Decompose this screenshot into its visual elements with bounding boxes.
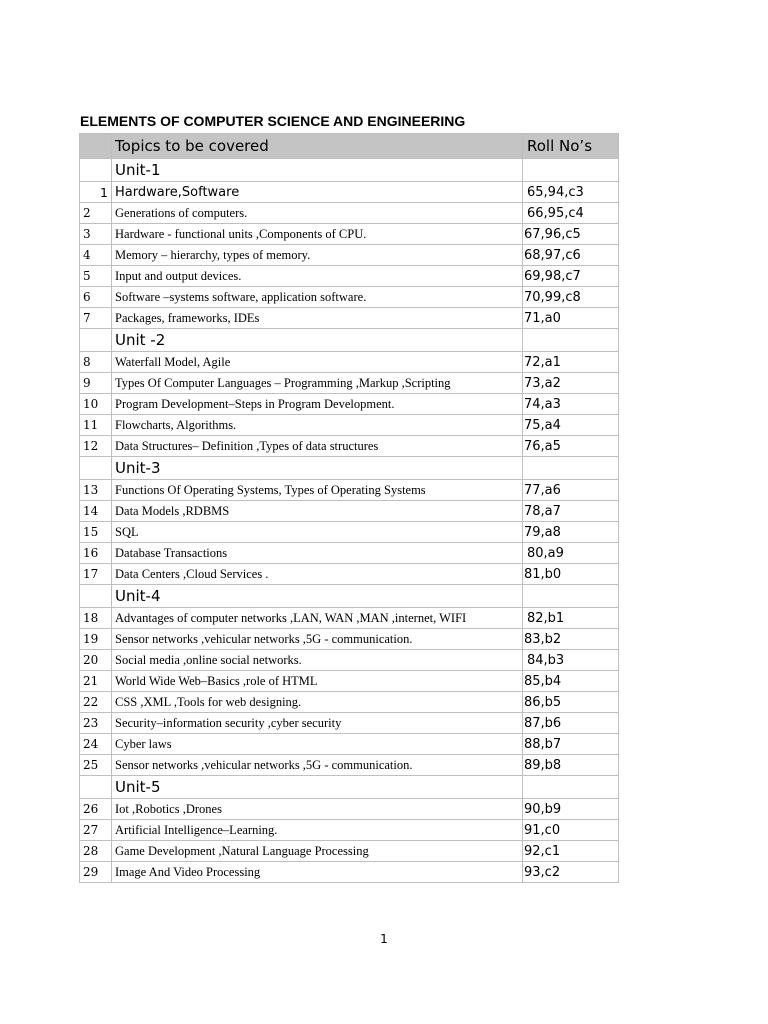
roll-numbers-cell: 92,c1: [523, 841, 619, 862]
unit-label: Unit -2: [112, 329, 523, 352]
table-row: [80, 501, 619, 522]
unit-roll-cell: [523, 457, 619, 480]
row-number: 11: [80, 415, 112, 436]
unit-row: [80, 457, 619, 480]
topic-cell: Game Development ,Natural Language Processing: [112, 841, 523, 862]
roll-numbers-cell: 78,a7: [523, 501, 619, 522]
row-number: 14: [80, 501, 112, 522]
unit-number-cell: [80, 585, 112, 608]
topic-cell: Sensor networks ,vehicular networks ,5G - communication.: [112, 629, 523, 650]
topic-cell: Advantages of computer networks ,LAN, WAN ,MAN ,internet, WIFI: [112, 608, 523, 629]
topic-cell: Waterfall Model, Agile: [112, 352, 523, 373]
row-number: 3: [80, 224, 112, 245]
row-number: 22: [80, 692, 112, 713]
table-row: [80, 394, 619, 415]
row-number: 13: [80, 480, 112, 501]
unit-row: [80, 159, 619, 182]
row-number: 2: [80, 203, 112, 224]
table-row: [80, 522, 619, 543]
topic-cell: Artificial Intelligence–Learning.: [112, 820, 523, 841]
table-row: [80, 245, 619, 266]
row-number: 5: [80, 266, 112, 287]
topic-cell: Generations of computers.: [112, 203, 523, 224]
topic-cell: Sensor networks ,vehicular networks ,5G - communication.: [112, 755, 523, 776]
topic-cell: Memory – hierarchy, types of memory.: [112, 245, 523, 266]
roll-numbers-cell: 75,a4: [523, 415, 619, 436]
row-number: 26: [80, 799, 112, 820]
table-row: [80, 436, 619, 457]
roll-numbers-cell: 72,a1: [523, 352, 619, 373]
unit-label: Unit-1: [112, 159, 523, 182]
topic-cell: Software –systems software, application software.: [112, 287, 523, 308]
roll-numbers-cell: 80,a9: [523, 543, 619, 564]
roll-numbers-cell: 93,c2: [523, 862, 619, 883]
row-number: 24: [80, 734, 112, 755]
roll-numbers-cell: 69,98,c7: [523, 266, 619, 287]
table-row: [80, 203, 619, 224]
row-number: 9: [80, 373, 112, 394]
topic-cell: Cyber laws: [112, 734, 523, 755]
row-number: 10: [80, 394, 112, 415]
roll-numbers-cell: 74,a3: [523, 394, 619, 415]
table-row: [80, 841, 619, 862]
topic-cell: Data Structures– Definition ,Types of data structures: [112, 436, 523, 457]
topic-cell: Hardware - functional units ,Components of CPU.: [112, 224, 523, 245]
topic-cell: World Wide Web–Basics ,role of HTML: [112, 671, 523, 692]
roll-numbers-cell: 91,c0: [523, 820, 619, 841]
row-number: 6: [80, 287, 112, 308]
row-number: 29: [80, 862, 112, 883]
table-row: [80, 308, 619, 329]
unit-roll-cell: [523, 585, 619, 608]
roll-numbers-cell: 89,b8: [523, 755, 619, 776]
roll-numbers-cell: 84,b3: [523, 650, 619, 671]
row-number: 16: [80, 543, 112, 564]
topic-cell: Packages, frameworks, IDEs: [112, 308, 523, 329]
table-row: [80, 182, 619, 203]
row-number: 17: [80, 564, 112, 585]
row-number: 19: [80, 629, 112, 650]
unit-number-cell: [80, 159, 112, 182]
page-number: 1: [380, 932, 388, 946]
roll-numbers-cell: 90,b9: [523, 799, 619, 820]
topic-cell: Social media ,online social networks.: [112, 650, 523, 671]
row-number: 20: [80, 650, 112, 671]
roll-numbers-cell: 83,b2: [523, 629, 619, 650]
unit-number-cell: [80, 776, 112, 799]
table-row: [80, 415, 619, 436]
row-number: 21: [80, 671, 112, 692]
topic-cell: Security–information security ,cyber security: [112, 713, 523, 734]
topic-cell: Data Models ,RDBMS: [112, 501, 523, 522]
unit-label: Unit-4: [112, 585, 523, 608]
table-row: [80, 713, 619, 734]
roll-numbers-cell: 67,96,c5: [523, 224, 619, 245]
table-row: [80, 480, 619, 501]
topic-cell: SQL: [112, 522, 523, 543]
unit-label: Unit-5: [112, 776, 523, 799]
table-row: [80, 373, 619, 394]
table-row: [80, 820, 619, 841]
roll-numbers-cell: 68,97,c6: [523, 245, 619, 266]
table-row: [80, 629, 619, 650]
roll-numbers-cell: 85,b4: [523, 671, 619, 692]
topic-cell: Types Of Computer Languages – Programming ,Markup ,Scripting: [112, 373, 523, 394]
document-title: ELEMENTS OF COMPUTER SCIENCE AND ENGINEERING: [80, 113, 466, 129]
table-row: [80, 543, 619, 564]
row-number: 25: [80, 755, 112, 776]
row-number: 7: [80, 308, 112, 329]
unit-number-cell: [80, 457, 112, 480]
unit-label: Unit-3: [112, 457, 523, 480]
roll-numbers-cell: 76,a5: [523, 436, 619, 457]
roll-numbers-cell: 86,b5: [523, 692, 619, 713]
unit-row: [80, 776, 619, 799]
table-row: [80, 755, 619, 776]
row-number: 8: [80, 352, 112, 373]
unit-roll-cell: [523, 776, 619, 799]
row-number: 18: [80, 608, 112, 629]
topic-cell: Hardware,Software: [112, 182, 523, 203]
table-row: [80, 862, 619, 883]
topic-cell: Image And Video Processing: [112, 862, 523, 883]
table-row: [80, 608, 619, 629]
row-number: 27: [80, 820, 112, 841]
topic-cell: Input and output devices.: [112, 266, 523, 287]
roll-numbers-cell: 82,b1: [523, 608, 619, 629]
topic-cell: Program Development–Steps in Program Development.: [112, 394, 523, 415]
unit-row: [80, 329, 619, 352]
roll-numbers-cell: 77,a6: [523, 480, 619, 501]
roll-numbers-cell: 79,a8: [523, 522, 619, 543]
table-row: [80, 287, 619, 308]
table-row: [80, 564, 619, 585]
row-number: 4: [80, 245, 112, 266]
topics-table: [79, 133, 619, 883]
table-row: [80, 734, 619, 755]
header-number: [80, 134, 112, 159]
topic-cell: Data Centers ,Cloud Services .: [112, 564, 523, 585]
table-row: [80, 224, 619, 245]
topic-cell: Functions Of Operating Systems, Types of Operating Systems: [112, 480, 523, 501]
row-number: 15: [80, 522, 112, 543]
row-number: 1: [80, 182, 112, 203]
unit-roll-cell: [523, 159, 619, 182]
row-number: 12: [80, 436, 112, 457]
topic-cell: Flowcharts, Algorithms.: [112, 415, 523, 436]
roll-numbers-cell: 65,94,c3: [523, 182, 619, 203]
topic-cell: CSS ,XML ,Tools for web designing.: [112, 692, 523, 713]
roll-numbers-cell: 71,a0: [523, 308, 619, 329]
row-number: 23: [80, 713, 112, 734]
row-number: 28: [80, 841, 112, 862]
unit-number-cell: [80, 329, 112, 352]
roll-numbers-cell: 73,a2: [523, 373, 619, 394]
roll-numbers-cell: 81,b0: [523, 564, 619, 585]
header-topics: Topics to be covered: [112, 134, 523, 159]
table-row: [80, 266, 619, 287]
table-body: [80, 159, 619, 883]
table-row: [80, 692, 619, 713]
table-row: [80, 650, 619, 671]
roll-numbers-cell: 87,b6: [523, 713, 619, 734]
roll-numbers-cell: 88,b7: [523, 734, 619, 755]
topic-cell: Database Transactions: [112, 543, 523, 564]
table-row: [80, 671, 619, 692]
header-roll-numbers: Roll No’s: [523, 134, 619, 159]
roll-numbers-cell: 66,95,c4: [523, 203, 619, 224]
roll-numbers-cell: 70,99,c8: [523, 287, 619, 308]
unit-roll-cell: [523, 329, 619, 352]
table-row: [80, 352, 619, 373]
unit-row: [80, 585, 619, 608]
table-row: [80, 799, 619, 820]
table-header-row: [80, 134, 619, 159]
topic-cell: Iot ,Robotics ,Drones: [112, 799, 523, 820]
